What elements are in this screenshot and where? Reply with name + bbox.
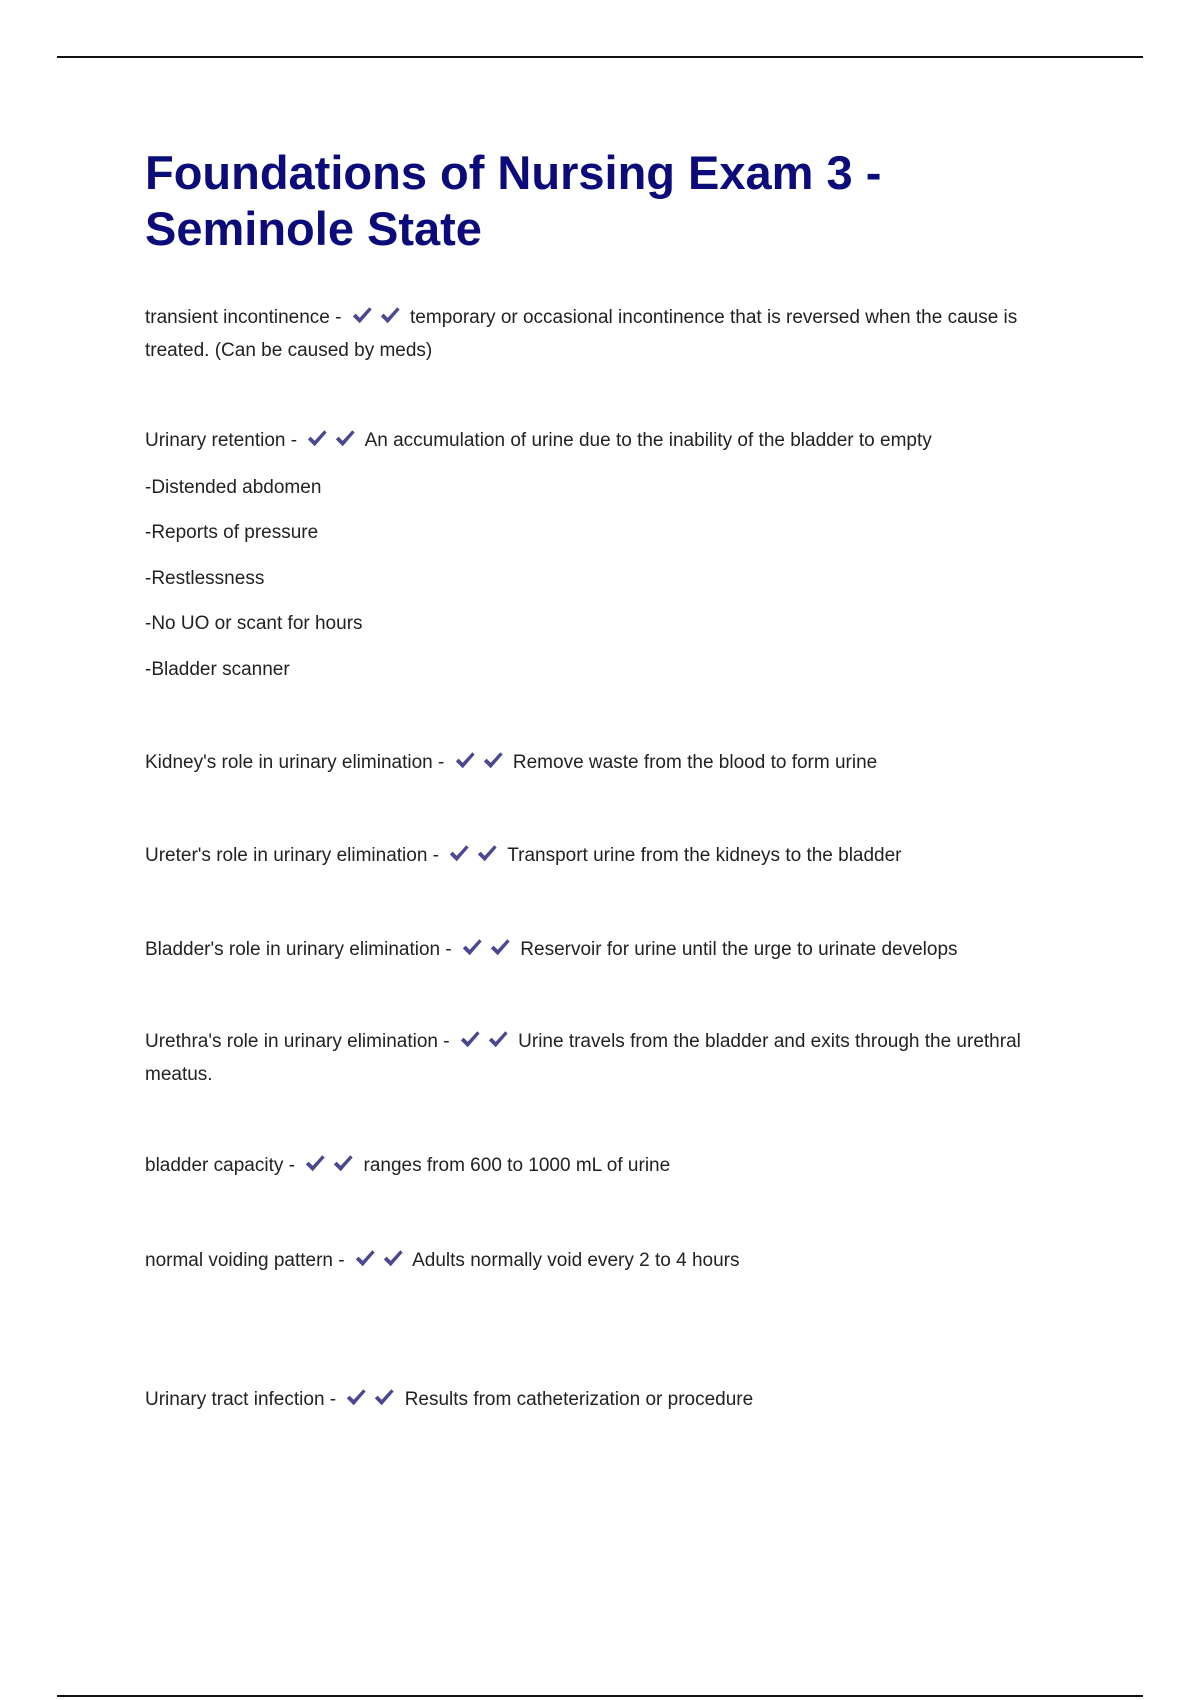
flashcard-entry xyxy=(145,1027,1080,1090)
entry-definition: Remove waste from the blood to form urine xyxy=(512,752,878,773)
checkmark-icon xyxy=(334,427,356,449)
checkmark-icon xyxy=(487,1028,509,1050)
checkmark-icon xyxy=(332,1152,354,1174)
detail-item: -Bladder scanner xyxy=(145,659,290,680)
entry-definition: An accumulation of urine due to the inability of the bladder to empty xyxy=(364,430,932,451)
checkmark-icon xyxy=(373,1386,395,1408)
checkmark-icon xyxy=(354,1247,376,1269)
entry-definition: Results from catheterization or procedure xyxy=(404,1389,754,1410)
checkmark-icon xyxy=(461,936,483,958)
checkmark-icon xyxy=(476,842,498,864)
entry-definition: Transport urine from the kidneys to the bladder xyxy=(507,845,902,866)
double-checkmark-icon xyxy=(345,1386,397,1418)
entry-term: normal voiding pattern - xyxy=(145,1250,345,1271)
flashcard-entry xyxy=(145,1246,1080,1279)
entry-term: bladder capacity - xyxy=(145,1155,295,1176)
checkmark-icon xyxy=(448,842,470,864)
checkmark-icon xyxy=(382,1247,404,1269)
entry-term: Bladder's role in urinary elimination - xyxy=(145,939,452,960)
checkmark-icon xyxy=(351,304,373,326)
entry-definition: Reservoir for urine until the urge to urinate develops xyxy=(520,939,958,960)
checkmark-icon xyxy=(459,1028,481,1050)
checkmark-icon xyxy=(345,1386,367,1408)
double-checkmark-icon xyxy=(306,427,358,459)
entry-definition: temporary or occasional incontinence that is reversed when the cause is treated. (Can be caused by meds) xyxy=(145,307,1018,361)
double-checkmark-icon xyxy=(461,936,513,968)
double-checkmark-icon xyxy=(459,1028,511,1060)
entry-term: Ureter's role in urinary elimination - xyxy=(145,845,440,866)
checkmark-icon xyxy=(489,936,511,958)
double-checkmark-icon xyxy=(454,749,506,781)
checkmark-icon xyxy=(454,749,476,771)
flashcard-entry xyxy=(145,1385,1080,1418)
entry-definition: Urine travels from the bladder and exits through the urethral meatus. xyxy=(145,1031,1021,1085)
detail-item: -Restlessness xyxy=(145,568,265,589)
checkmark-icon xyxy=(306,427,328,449)
detail-item: -No UO or scant for hours xyxy=(145,613,363,634)
entry-definition: ranges from 600 to 1000 mL of urine xyxy=(363,1155,671,1176)
top-divider xyxy=(57,56,1143,58)
checkmark-icon xyxy=(304,1152,326,1174)
flashcard-entry xyxy=(145,303,1080,366)
entry-definition: Adults normally void every 2 to 4 hours xyxy=(412,1250,740,1271)
flashcard-entry xyxy=(145,841,1080,874)
flashcard-entry xyxy=(145,1151,1080,1184)
entry-term: transient incontinence - xyxy=(145,307,342,328)
checkmark-icon xyxy=(482,749,504,771)
double-checkmark-icon xyxy=(448,842,500,874)
flashcard-entry xyxy=(145,935,1080,968)
flashcard-entry xyxy=(145,748,1080,781)
double-checkmark-icon xyxy=(351,304,403,336)
double-checkmark-icon xyxy=(304,1152,356,1184)
flashcard-entry xyxy=(145,426,1080,459)
detail-item: -Distended abdomen xyxy=(145,477,322,498)
double-checkmark-icon xyxy=(354,1247,406,1279)
entry-term: Urinary retention - xyxy=(145,430,298,451)
bottom-divider xyxy=(57,1695,1143,1697)
entry-term: Urinary tract infection - xyxy=(145,1389,337,1410)
entry-term: Urethra's role in urinary elimination - xyxy=(145,1031,450,1052)
checkmark-icon xyxy=(379,304,401,326)
detail-item: -Reports of pressure xyxy=(145,522,319,543)
entry-term: Kidney's role in urinary elimination - xyxy=(145,752,445,773)
page-title: Foundations of Nursing Exam 3 - Seminole State xyxy=(145,146,882,255)
